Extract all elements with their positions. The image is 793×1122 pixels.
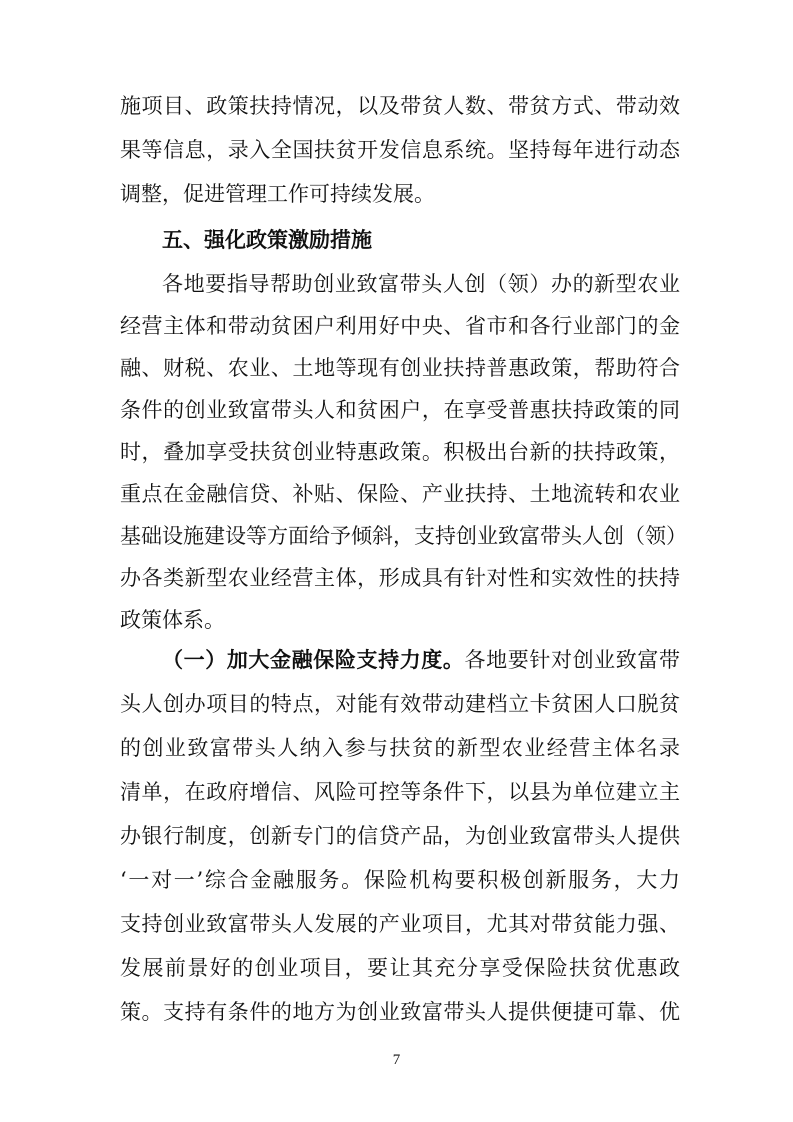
paragraph-3-line-6: ‘一对一’综合金融服务。保险机构要积极创新服务，大力 — [120, 868, 680, 892]
subsection-heading: （一）加大金融保险支持力度。 — [162, 648, 465, 672]
paragraph-2-line-7: 基础设施建设等方面给予倾斜，支持创业致富带头人创（领） — [120, 524, 687, 548]
paragraph-3-line-8: 发展前景好的创业项目，要让其充分享受保险扶贫优惠政 — [120, 956, 680, 980]
paragraph-3-line-9: 策。支持有条件的地方为创业致富带头人提供便捷可靠、优 — [120, 1000, 680, 1024]
paragraph-1-line-1: 施项目、政策扶持情况，以及带贫人数、带贫方式、带动效 — [120, 94, 680, 118]
paragraph-2-line-8: 办各类新型农业经营主体，形成具有针对性和实效性的扶持 — [120, 566, 680, 590]
paragraph-2-line-3: 融、财税、农业、土地等现有创业扶持普惠政策，帮助符合 — [120, 356, 680, 380]
paragraph-2-line-9: 政策体系。 — [120, 608, 225, 632]
paragraph-2-line-4: 条件的创业致富带头人和贫困户，在享受普惠扶持政策的同 — [120, 398, 680, 422]
paragraph-2-line-5: 时，叠加享受扶贫创业特惠政策。积极出台新的扶持政策， — [120, 440, 680, 464]
paragraph-2-line-6: 重点在金融信贷、补贴、保险、产业扶持、土地流转和农业 — [120, 482, 680, 506]
page-number: 7 — [392, 1052, 401, 1068]
section-heading: 五、强化政策激励措施 — [162, 228, 372, 252]
paragraph-3-line-7: 支持创业致富带头人发展的产业项目，尤其对带贫能力强、 — [120, 912, 680, 936]
paragraph-1-line-3: 调整，促进管理工作可持续发展。 — [120, 182, 435, 206]
paragraph-3-line-4: 清单，在政府增信、风险可控等条件下，以县为单位建立主 — [120, 780, 680, 804]
paragraph-3-line-3: 的创业致富带头人纳入参与扶贫的新型农业经营主体名录 — [120, 736, 680, 760]
paragraph-3-lead-text: 各地要针对创业致富带 — [464, 648, 681, 672]
paragraph-3-line-1 — [162, 646, 680, 674]
paragraph-1-line-2: 果等信息，录入全国扶贫开发信息系统。坚持每年进行动态 — [120, 138, 680, 162]
paragraph-3-line-2: 头人创办项目的特点，对能有效带动建档立卡贫困人口脱贫 — [120, 692, 680, 716]
paragraph-2-line-1: 各地要指导帮助创业致富带头人创（领）办的新型农业 — [162, 272, 680, 296]
paragraph-3-line-5: 办银行制度，创新专门的信贷产品，为创业致富带头人提供 — [120, 824, 680, 848]
paragraph-2-line-2: 经营主体和带动贫困户利用好中央、省市和各行业部门的金 — [120, 314, 680, 338]
